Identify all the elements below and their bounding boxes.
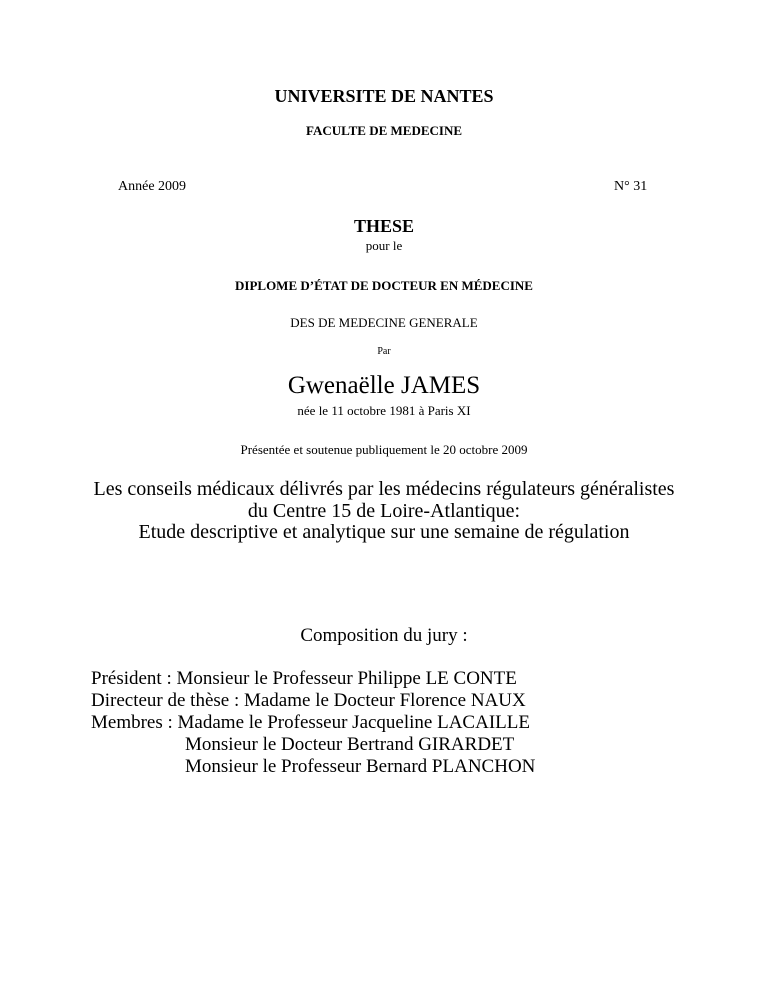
diploma-name: DIPLOME D’ÉTAT DE DOCTEUR EN MÉDECINE bbox=[235, 278, 533, 293]
thesis-title-line: Etude descriptive et analytique sur une semaine de régulation bbox=[138, 521, 630, 543]
specialty-name: DES DE MEDECINE GENERALE bbox=[290, 315, 478, 330]
author-name: Gwenaëlle JAMES bbox=[287, 372, 481, 399]
jury-director: Directeur de thèse : Madame le Docteur Florence NAUX bbox=[91, 690, 526, 711]
author-birth: née le 11 octobre 1981 à Paris XI bbox=[297, 403, 471, 418]
jury-member: Monsieur le Docteur Bertrand GIRARDET bbox=[185, 734, 515, 755]
university-name: UNIVERSITE DE NANTES bbox=[274, 86, 494, 106]
thesis-title-line: Les conseils médicaux délivrés par les médecins régulateurs généralistes bbox=[93, 478, 675, 500]
par-text: Par bbox=[377, 346, 391, 357]
thesis-heading: THESE bbox=[353, 216, 415, 236]
pour-le-text: pour le bbox=[365, 238, 403, 253]
jury-president: Président : Monsieur le Professeur Philippe LE CONTE bbox=[91, 668, 517, 689]
jury-member: Monsieur le Professeur Bernard PLANCHON bbox=[185, 756, 536, 777]
year-label: Année 2009 bbox=[118, 179, 187, 194]
jury-member: Membres : Madame le Professeur Jacqueline LACAILLE bbox=[91, 712, 530, 733]
defense-date: Présentée et soutenue publiquement le 20 octobre 2009 bbox=[240, 442, 528, 457]
faculty-name: FACULTE DE MEDECINE bbox=[305, 123, 463, 138]
jury-heading: Composition du jury : bbox=[300, 625, 468, 646]
thesis-title-line: du Centre 15 de Loire-Atlantique: bbox=[247, 500, 521, 522]
thesis-number: N° 31 bbox=[614, 179, 648, 194]
